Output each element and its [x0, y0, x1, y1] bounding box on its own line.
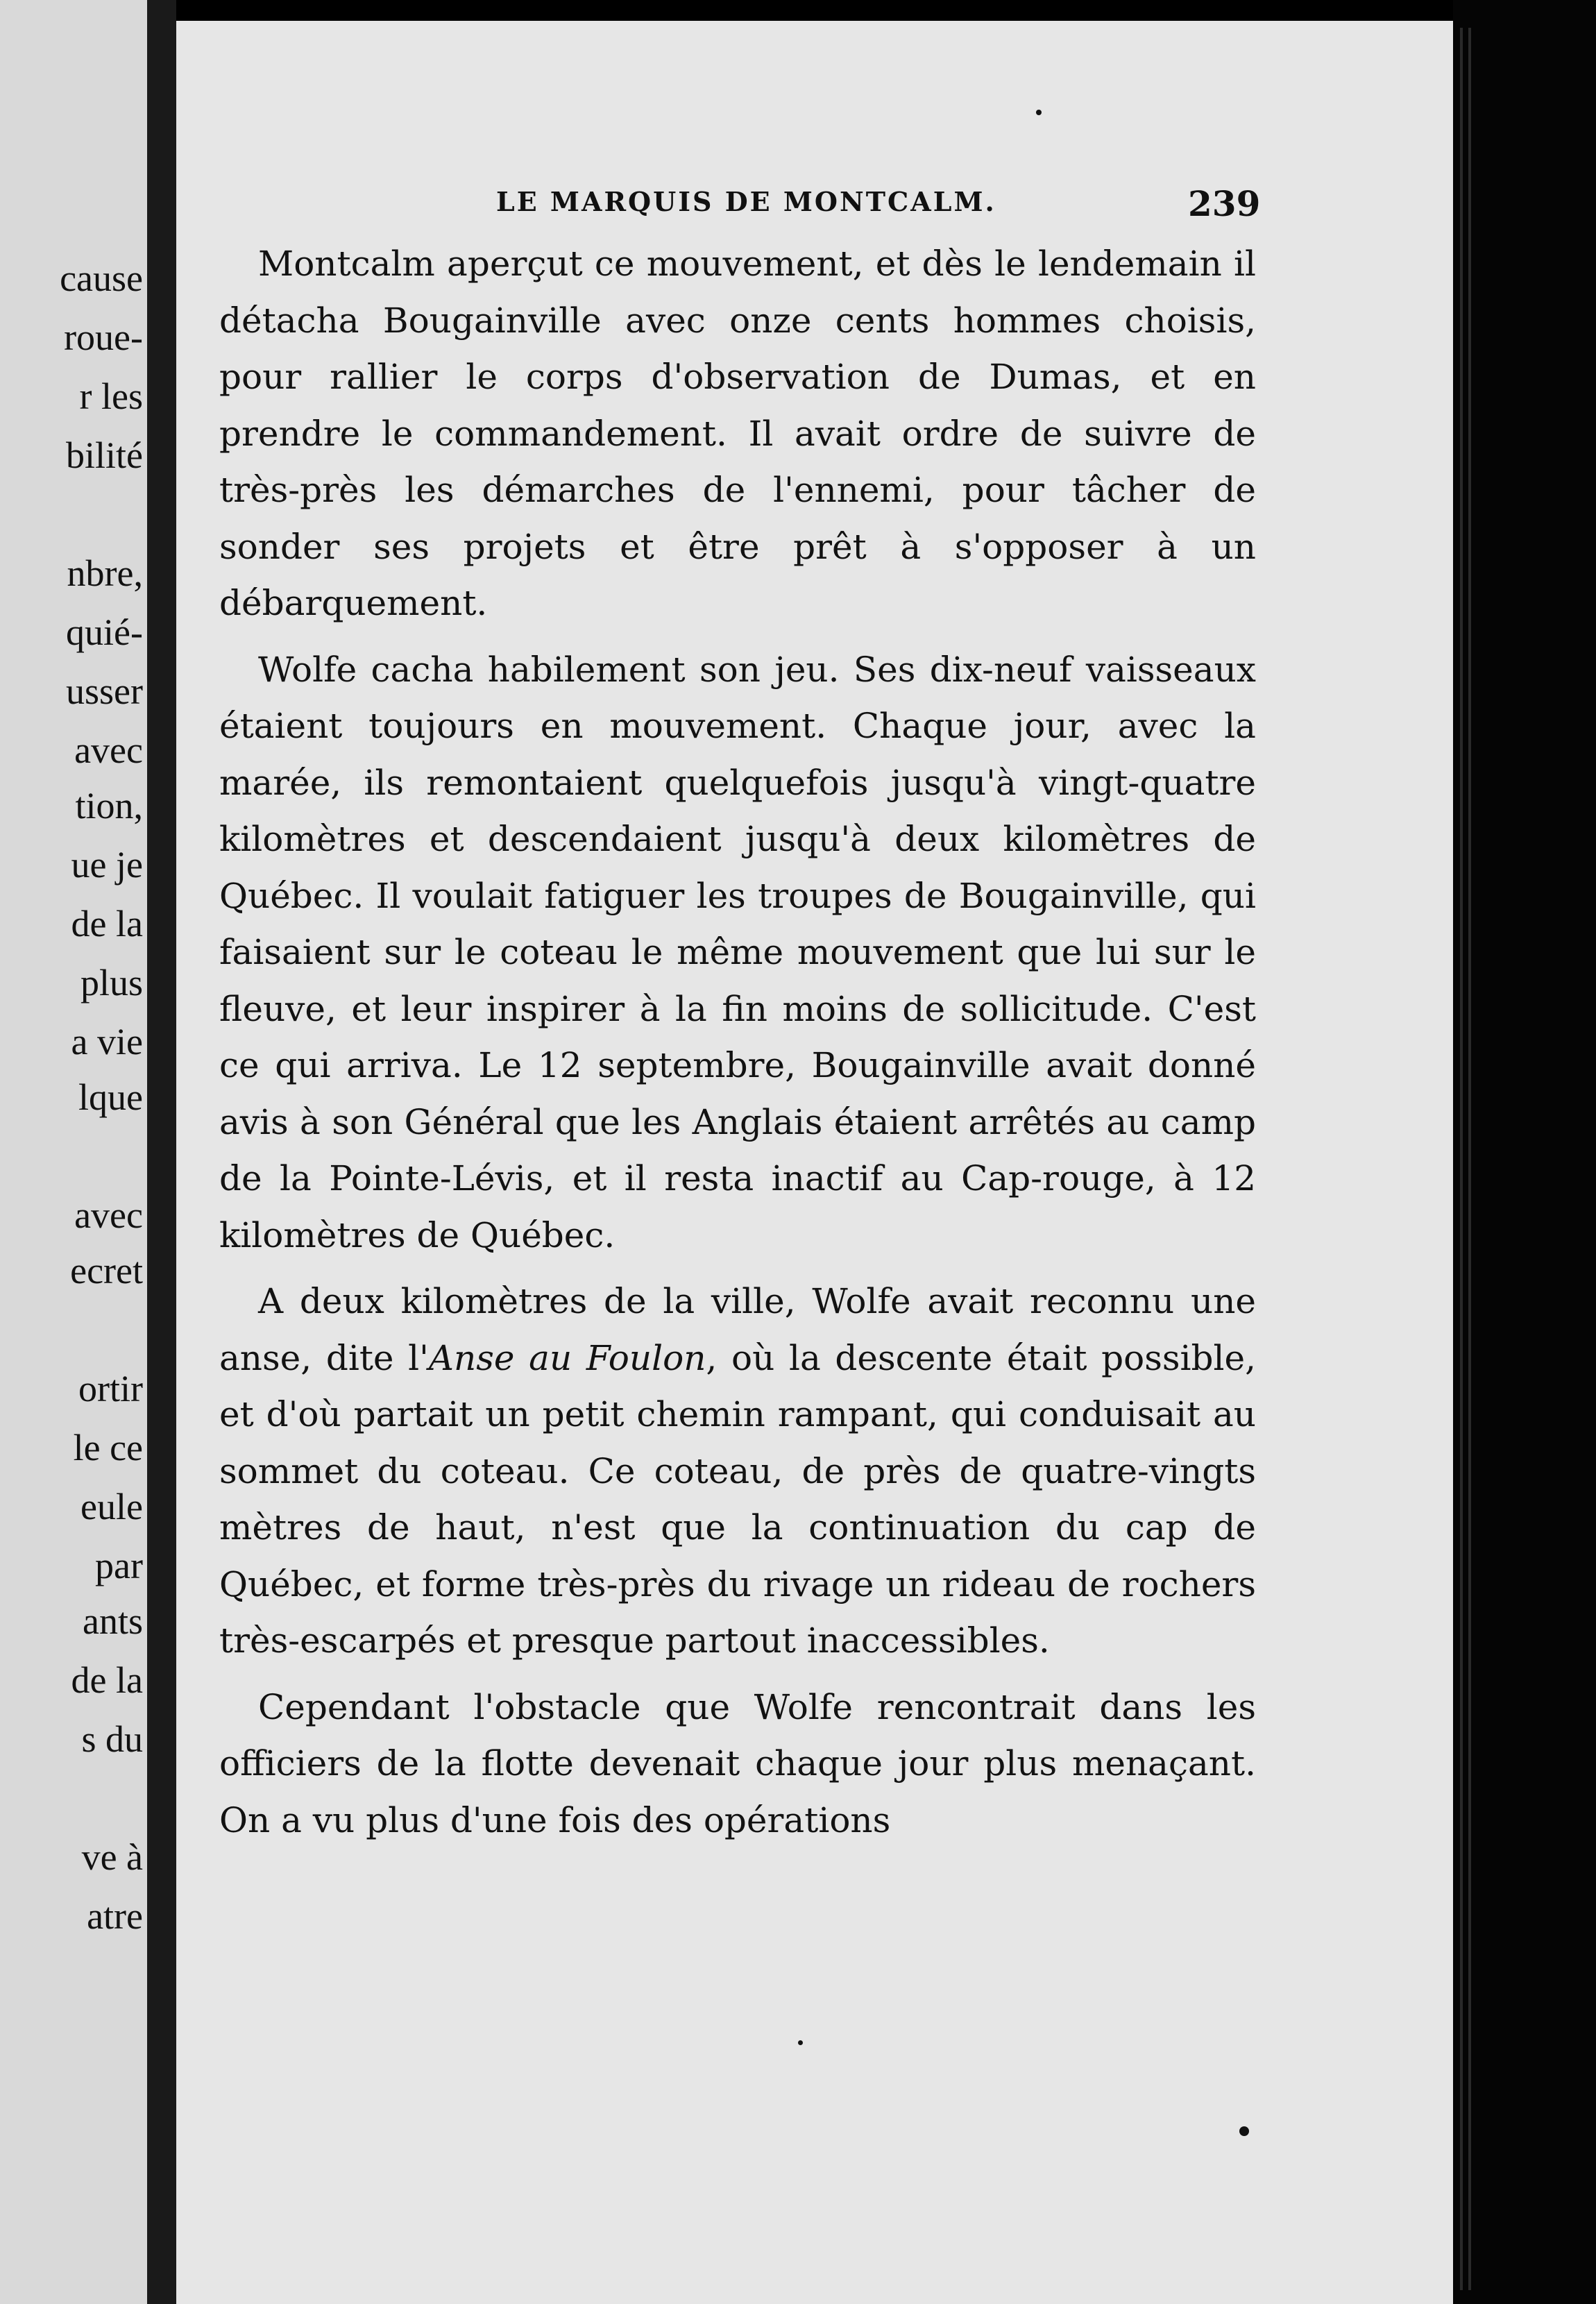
left-page-text-fragment: a vie [71, 1021, 143, 1062]
left-page-text-fragment: plus [80, 962, 143, 1003]
print-speck [798, 2040, 803, 2045]
left-page-text-fragment: de la [71, 903, 143, 945]
left-page-text-fragment: le ce [73, 1427, 143, 1468]
page-edge-shadow [1453, 0, 1596, 2304]
print-speck [1036, 110, 1042, 115]
paragraph-2: Wolfe cacha habilement son jeu. Ses dix-neuf vaisseaux étaient toujours en mouvement. Chaque jour, avec la marée, ils remontaient quelquefois jusqu'à vingt-quatre kilomètres et descendaient jusqu'à deux kilomètres de Québec. Il voulait fatiguer les troupes de Bougainville, qui faisaient sur le coteau le même mouvement que lui sur le fleuve, et leur inspirer à la fin moins de sollicitude. C'est ce qui arriva. Le 12 septembre, Bougainville avait donné avis à son Général que les Anglais étaient arrêtés au camp de la Pointe-Lévis, et il resta inactif au Cap-rouge, à 12 kilomètres de Québec. [219, 649, 1256, 1255]
left-facing-page [0, 0, 147, 2304]
paragraph-1: Montcalm aperçut ce mouvement, et dès le lendemain il détacha Bougainville avec onze cents hommes choisis, pour rallier le corps d'observation de Dumas, et en prendre le commandement. Il avait ordre de suivre de très-près les démarches de l'ennemi, pour tâcher de sonder ses projets et être prêt à s'opposer à un débarquement. [219, 244, 1256, 623]
left-page-text-fragment: ue je [71, 844, 143, 886]
left-page-text-fragment: s du [81, 1718, 143, 1760]
left-page-text-fragment: de la [71, 1659, 143, 1701]
paragraph-3-start: A deux kilomètres de la ville, Wolfe avait reconnu une anse, dite l' [219, 1281, 1256, 1378]
print-speck [1239, 2126, 1249, 2136]
left-page-text-fragment: r les [79, 375, 143, 417]
left-page-text-fragment: ve à [81, 1836, 143, 1878]
left-page-text-fragment: par [95, 1545, 143, 1586]
paragraph-4: Cependant l'obstacle que Wolfe rencontrait dans les officiers de la flotte devenait chaque jour plus menaçant. On a vu plus d'une fois des opérations [219, 1686, 1256, 1840]
left-page-text-fragment: atre [87, 1895, 143, 1937]
left-page-text-fragment: tion, [75, 785, 143, 827]
place-name-anse-au-foulon: Anse au Foulon [428, 1337, 706, 1378]
left-page-text-fragment: avec [74, 729, 143, 771]
paragraph-3 [219, 1273, 1256, 1670]
left-page-text-fragment: ecret [70, 1250, 143, 1291]
left-page-text-fragment: eule [80, 1486, 143, 1527]
left-page-text-fragment: lque [78, 1076, 143, 1118]
left-page-text-fragment: nbre, [67, 552, 143, 594]
left-page-text-fragment: ants [83, 1600, 143, 1642]
book-gutter [147, 0, 176, 2304]
left-page-text-fragment: cause [60, 257, 143, 299]
running-title: LE MARQUIS DE MONTCALM. [496, 186, 996, 217]
page-body [219, 236, 1256, 1849]
left-page-text-fragment: bilité [66, 434, 143, 476]
paragraph-3-end: , où la descente était possible, et d'où partait un petit chemin rampant, qui conduisait au sommet du coteau. Ce coteau, de près de quatre-vingts mètres de haut, n'est que la continuation du cap de Québec, et forme très-près du rivage un rideau de rochers très-escarpés et presque partout inaccessibles. [219, 1337, 1256, 1661]
left-page-text-fragment: roue- [64, 316, 143, 358]
left-page-text-fragment: avec [74, 1194, 143, 1236]
left-page-text-fragment: quié- [66, 611, 143, 653]
page-number: 239 [1188, 183, 1261, 224]
left-page-text-fragment: ortir [78, 1368, 143, 1409]
left-page-text-fragment: usser [66, 670, 143, 712]
